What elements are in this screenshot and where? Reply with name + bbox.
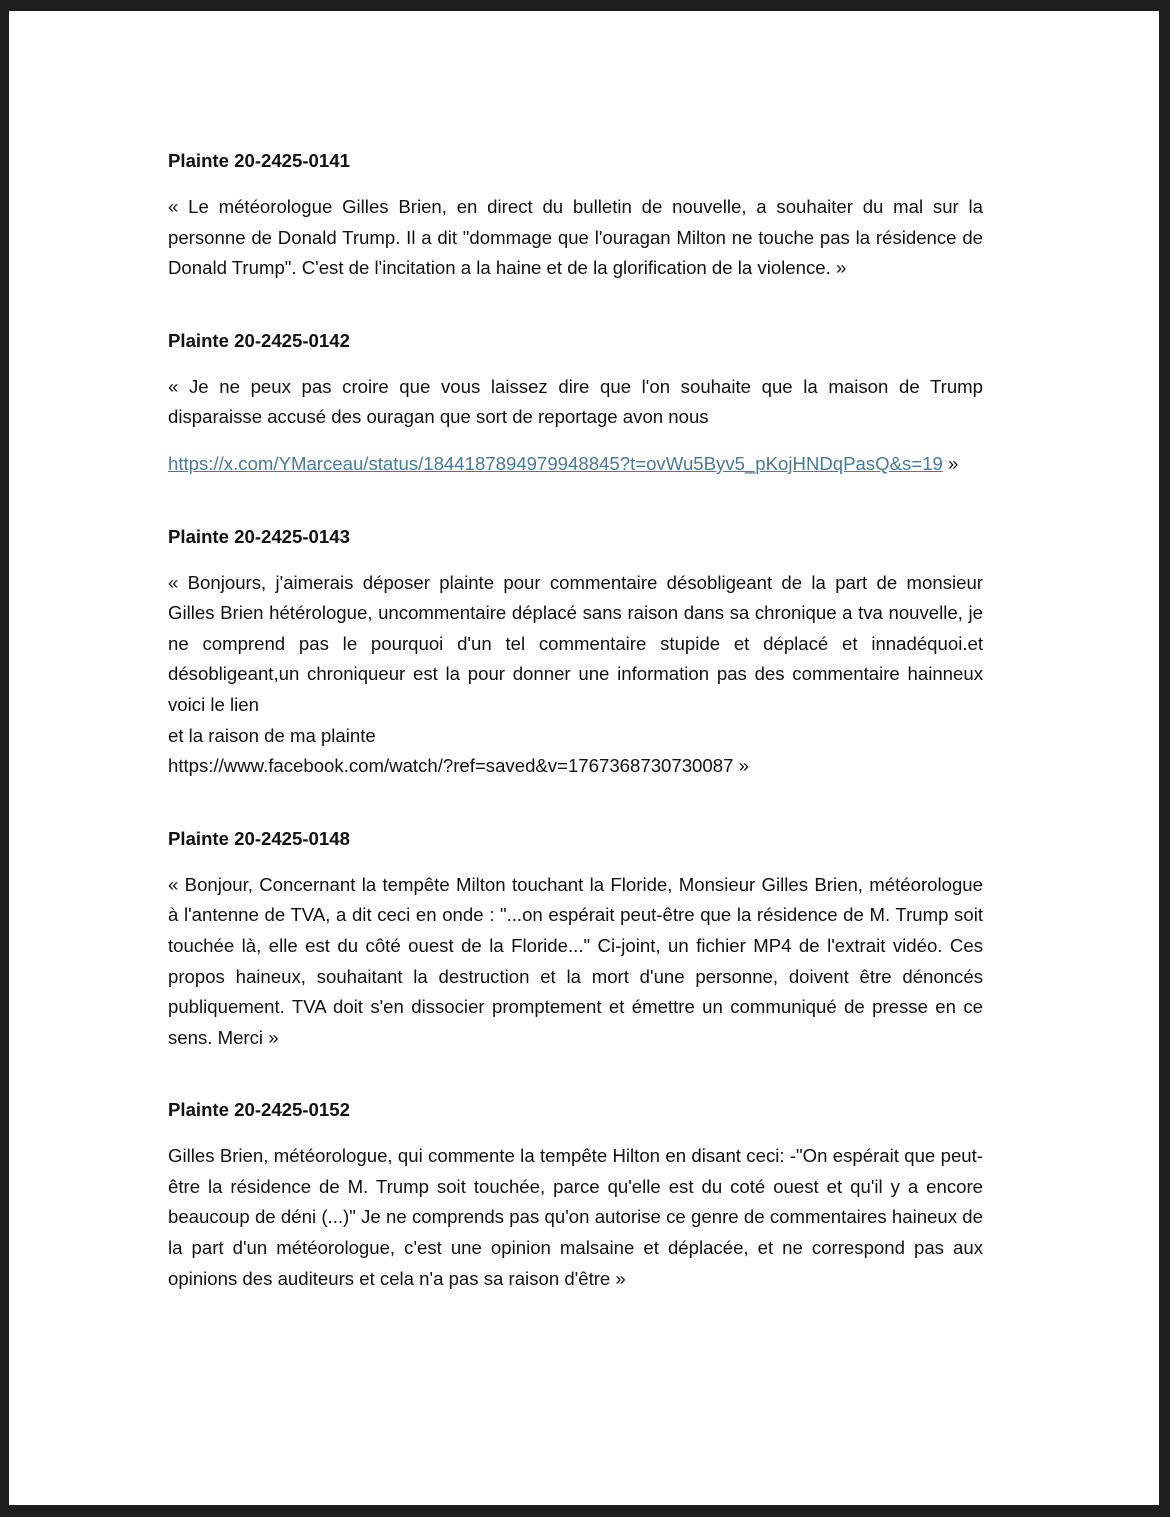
complaint-0141 [168, 146, 983, 284]
complaint-title: Plainte 20-2425-0142 [168, 329, 350, 351]
complaint-text: « Je ne peux pas croire que vous laissez dire que l'on souhaite que la maison de Trump disparaisse accusé des ouragan que sort de reportage avon nous [168, 375, 983, 428]
complaint-text: « Bonjours, j'aimerais déposer plainte pour commentaire désobligeant de la part de monsieur Gilles Brien hétérologue, uncommentaire déplacé sans raison dans sa chronique a tva nouvelle, je ne comprend pas le pourquoi d'un tel commentaire stupide et déplacé et innadéquoi.et désobligeant,un chroniqueur est la pour donner une information pas des commentaire hainneux voici le lien [168, 571, 983, 715]
complaint-text: Gilles Brien, météorologue, qui commente la tempête Hilton en disant ceci: -"On espérait que peut-être la résidence de M. Trump soit touchée, parce qu'elle est du coté ouest et qu'il y a encore beaucoup de déni (...)" Je ne comprends pas qu'on autorise ce genre de commentaires haineux de la part d'un météorologue, c'est une opinion malsaine et déplacée, et ne correspond pas aux opinions des auditeurs et cela n'a pas sa raison d'être » [168, 1145, 983, 1289]
complaint-0143 [168, 522, 983, 782]
complaint-0152 [168, 1095, 983, 1294]
complaint-link-paragraph [168, 449, 983, 480]
complaint-text: « Bonjour, Concernant la tempête Milton touchant la Floride, Monsieur Gilles Brien, météorologue à l'antenne de TVA, a dit ceci en onde : "...on espérait peut-être que la résidence de M. Trump soit touchée là, elle est du côté ouest de la Floride..." Ci-joint, un fichier MP4 de l'extrait vidéo. Ces propos haineux, souhaitant la destruction et la mort d'une personne, doivent être dénoncés publiquement. TVA doit s'en dissocier promptement et émettre un communiqué de presse en ce sens. Merci » [168, 873, 983, 1048]
complaint-title: Plainte 20-2425-0143 [168, 525, 350, 547]
complaint-0142 [168, 326, 983, 480]
complaint-title: Plainte 20-2425-0141 [168, 150, 350, 171]
document-content [168, 146, 983, 1336]
complaint-title: Plainte 20-2425-0152 [168, 1099, 350, 1121]
complaint-url-line: https://www.facebook.com/watch/?ref=saved&v=1767368730730087 » [168, 755, 749, 777]
link-suffix: » [942, 452, 959, 474]
document-page [9, 11, 1159, 1505]
complaint-text-block [168, 568, 983, 782]
complaint-title: Plainte 20-2425-0148 [168, 827, 350, 849]
complaint-link[interactable]: https://x.com/YMarceau/status/1844187894979948845?t=ovWu5Byv5_pKojHNDqPasQ&s=19 [168, 452, 943, 474]
complaint-text-line: et la raison de ma plainte [168, 724, 376, 746]
complaint-text: « Le météorologue Gilles Brien, en direct du bulletin de nouvelle, a souhaiter du mal sur la personne de Donald Trump. Il a dit "dommage que l'ouragan Milton ne touche pas la résidence de Donald Trump". C'est de l'incitation a la haine et de la glorification de la violence. » [168, 196, 983, 279]
complaint-0148 [168, 824, 983, 1054]
